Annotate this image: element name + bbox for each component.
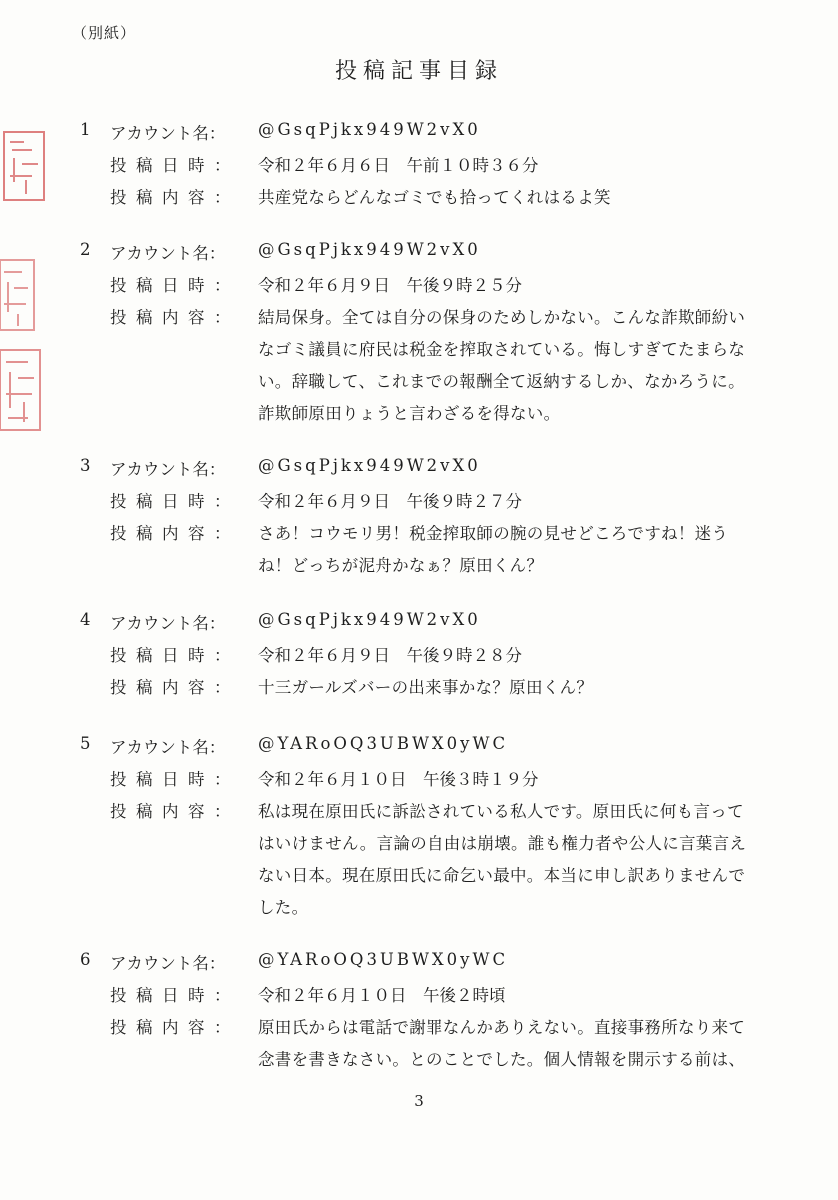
datetime-label: 投稿日時： [110,276,240,295]
entry-number: 2 [80,240,91,259]
list-item [0,734,838,917]
entry-number: 4 [80,610,91,629]
content-value [258,798,746,926]
datetime-label: 投稿日時： [110,492,240,511]
account-value: @GsqPjkx949W2vX0 [258,610,481,629]
account-value: @GsqPjkx949W2vX0 [258,456,481,475]
account-label: アカウント名： [110,244,226,263]
page-title: 投稿記事目録 [334,59,503,84]
annex-label: （別紙） [72,24,137,42]
entry-number: 5 [80,734,91,753]
content-label: 投稿内容： [110,188,240,207]
datetime-label: 投稿日時： [110,156,240,175]
content-line: 詐欺師原田りょうと言わざるを得ない。 [258,404,561,423]
content-value [258,184,611,216]
account-label: アカウント名： [110,124,226,143]
content-line: なゴミ議員に府民は税金を搾取されている。悔しすぎてたまらな [258,340,746,359]
content-label: 投稿内容： [110,802,240,821]
content-line: はいけません。言論の自由は崩壊。誰も権力者や公人に言葉言え [258,834,747,853]
content-line: 私は現在原田氏に訴訟されている私人です。原田氏に何も言って [258,802,744,821]
datetime-value: 令和２年６月６日 午前１０時３６分 [258,156,539,175]
content-label: 投稿内容： [110,678,240,697]
datetime-label: 投稿日時： [110,646,240,665]
account-label: アカウント名： [110,614,226,633]
content-line: 十三ガールズバーの出来事かな？原田くん？ [258,678,594,697]
content-line: さあ！コウモリ男！税金搾取師の腕の見せどころですね！迷う [258,524,729,543]
content-value [258,520,728,584]
list-item [0,610,838,706]
entry-number: 3 [80,456,91,475]
list-item [0,120,838,216]
datetime-label: 投稿日時： [110,770,240,789]
list-item [0,240,838,423]
account-label: アカウント名： [110,738,226,757]
content-line: 原田氏からは電話で謝罪なんかありえない。直接事務所なり来て [258,1018,746,1037]
account-value: @YARoOQ3UBWX0yWC [258,950,509,969]
datetime-value: 令和２年６月１０日 午後３時１９分 [258,770,539,789]
content-line: 結局保身。全ては自分の保身のためしかない。こんな詐欺師紛い [258,308,746,327]
datetime-value: 令和２年６月９日 午後９時２８分 [258,646,522,665]
entry-number: 6 [80,950,91,969]
entry-number: 1 [80,120,91,139]
content-line: ね！どっちが泥舟かなぁ？原田くん？ [258,556,544,575]
content-line: した。 [258,898,309,917]
content-label: 投稿内容： [110,1018,240,1037]
list-item [0,950,838,1069]
content-label: 投稿内容： [110,308,240,327]
list-item [0,456,838,575]
datetime-label: 投稿日時： [110,986,240,1005]
content-value [258,674,593,706]
account-value: @YARoOQ3UBWX0yWC [258,734,509,753]
datetime-value: 令和２年６月９日 午後９時２７分 [258,492,522,511]
content-value [258,304,745,432]
content-line: い。辞職して、これまでの報酬全て返納するしか、なかろうに。 [258,372,745,391]
account-label: アカウント名： [110,954,226,973]
account-label: アカウント名： [110,460,226,479]
account-value: @GsqPjkx949W2vX0 [258,240,481,259]
content-value [258,1014,745,1078]
datetime-value: 令和２年６月１０日 午後２時頃 [258,986,506,1005]
account-value: @GsqPjkx949W2vX0 [258,120,481,139]
content-line: 念書を書きなさい。とのことでした。個人情報を開示する前は、 [258,1050,746,1069]
content-label: 投稿内容： [110,524,240,543]
page-number: 3 [414,1092,424,1110]
datetime-value: 令和２年６月９日 午後９時２５分 [258,276,522,295]
content-line: 共産党ならどんなゴミでも拾ってくれはるよ笑 [258,188,611,207]
content-line: ない日本。現在原田氏に命乞い最中。本当に申し訳ありませんで [258,866,746,885]
